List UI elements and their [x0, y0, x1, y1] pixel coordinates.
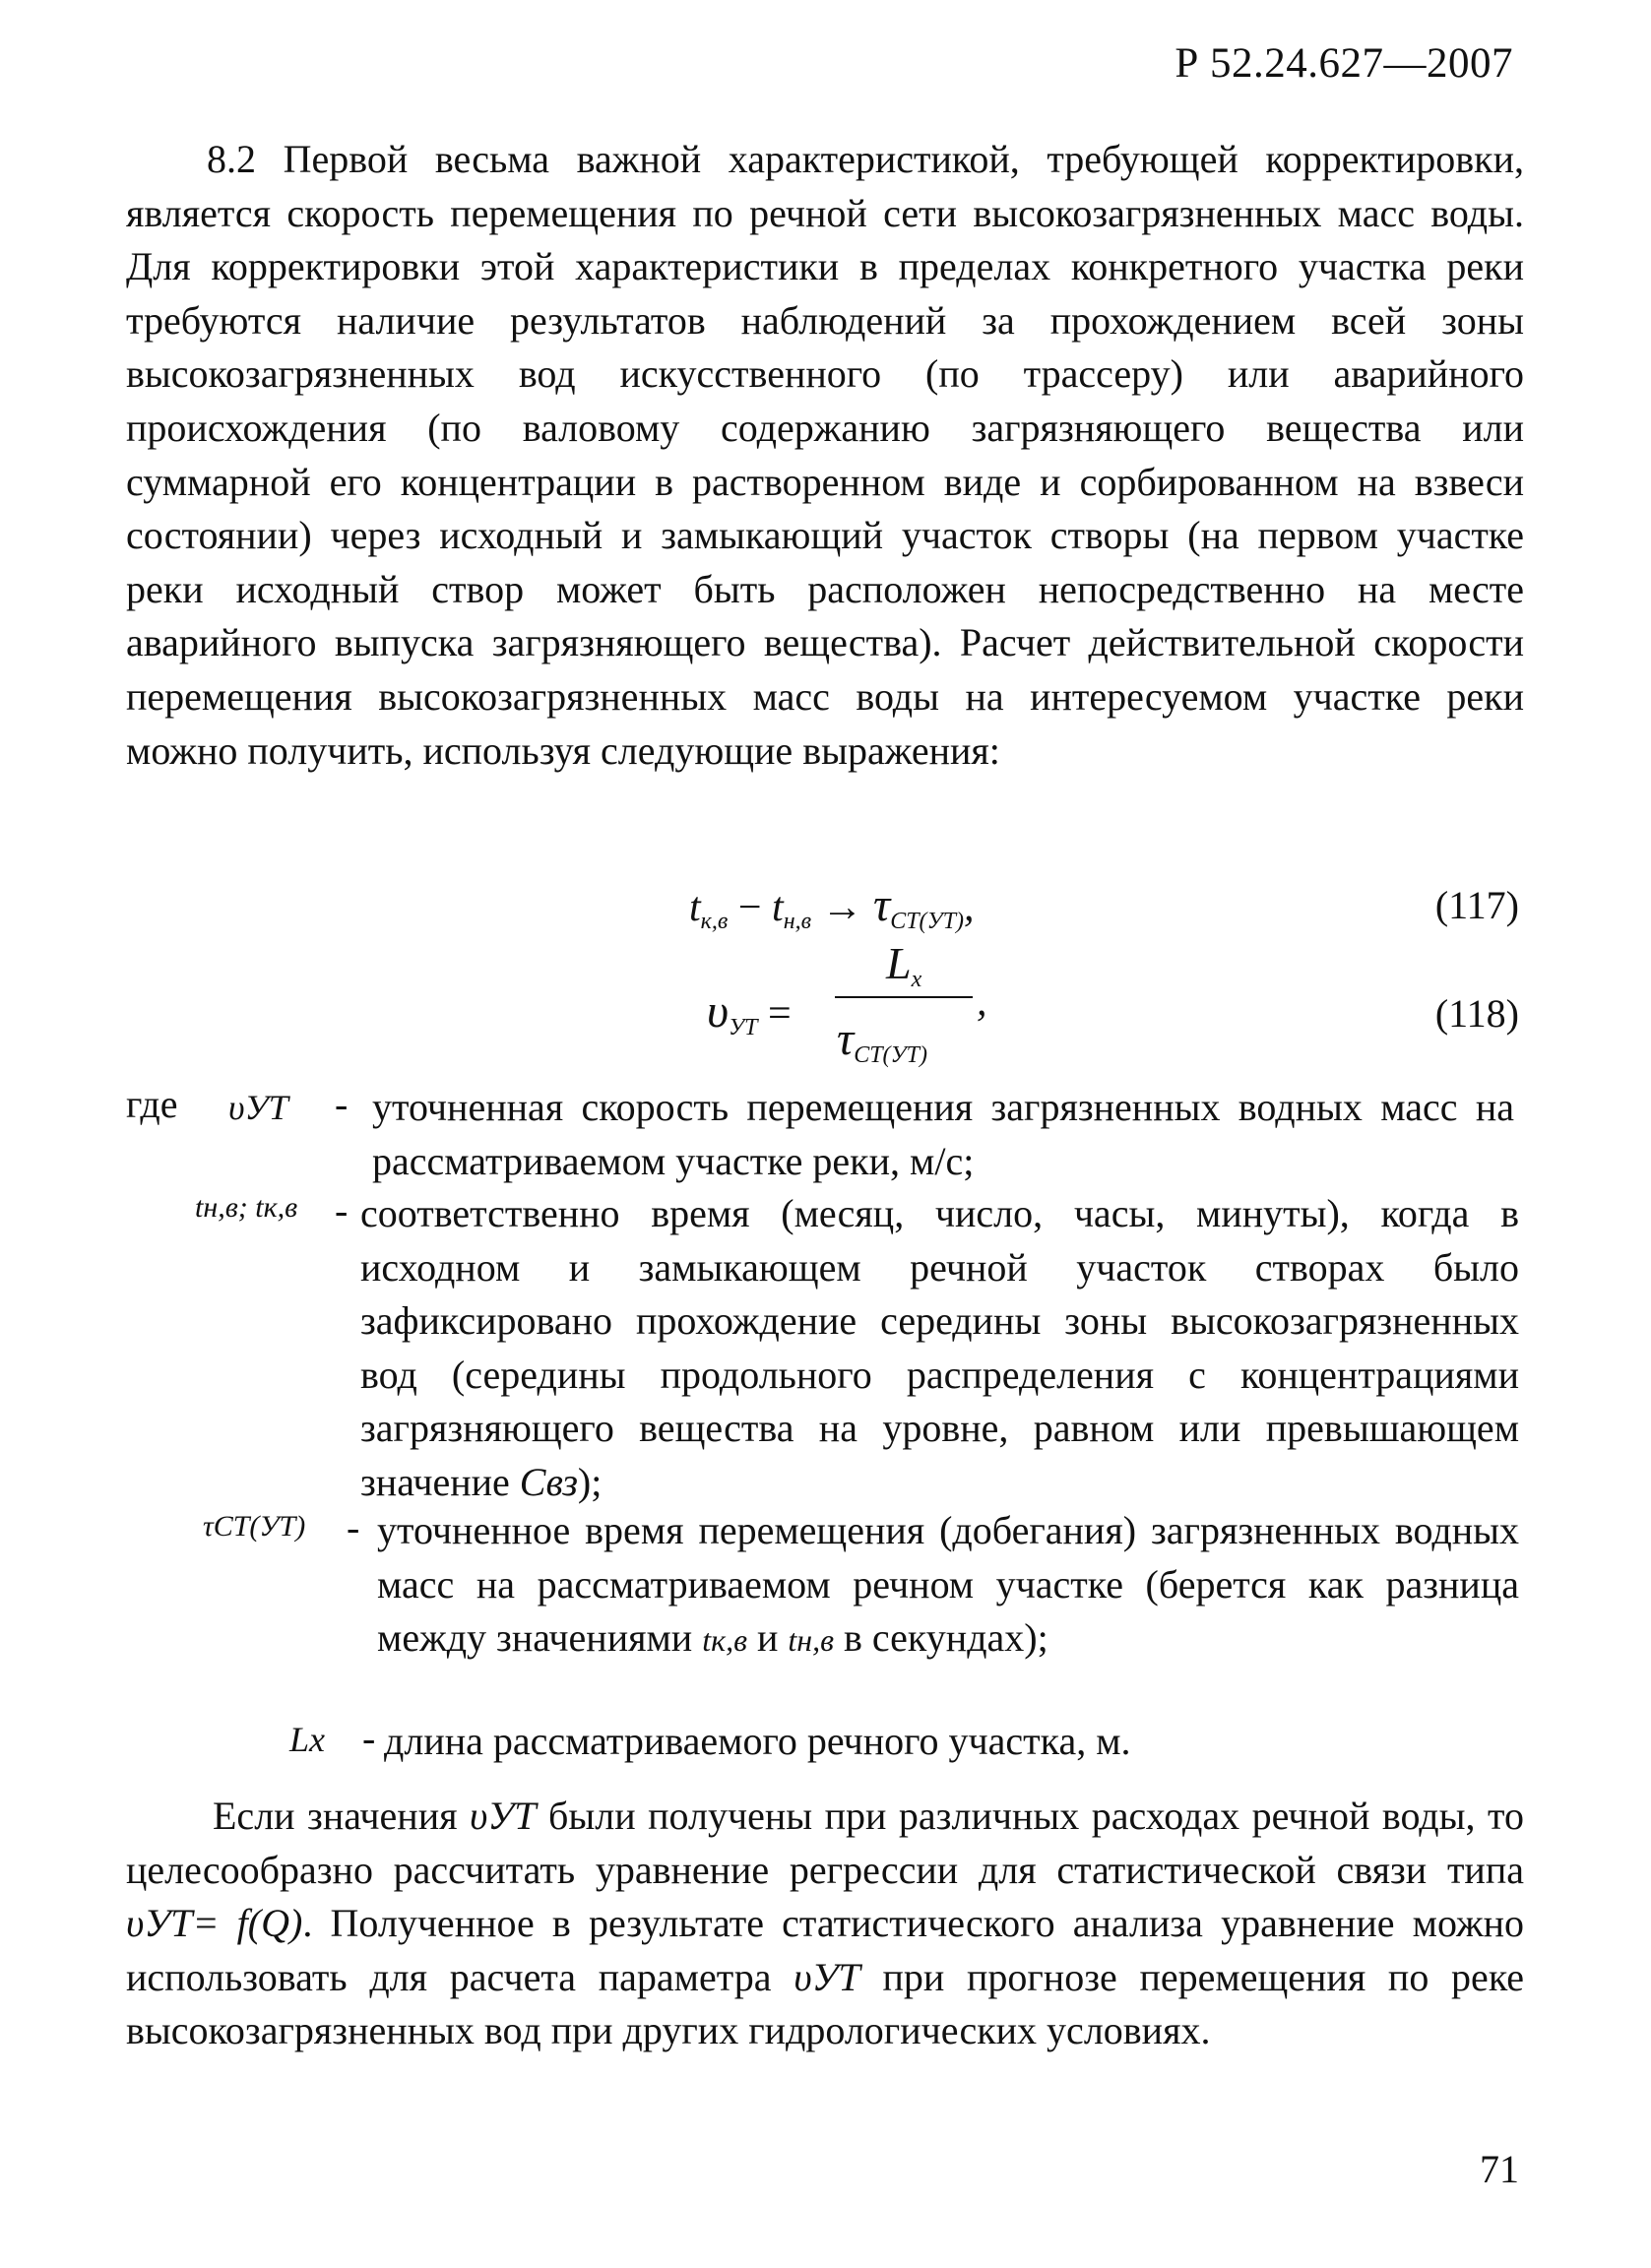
symbol-v-ut: υУТ	[228, 1088, 288, 1127]
fraction-bar	[835, 996, 973, 998]
symbol-lx: Lx	[289, 1720, 325, 1759]
definition-dash: -	[347, 1505, 360, 1549]
paragraph-regression: Если значения υУТ были получены при различных расходах речной воды, то целесообразно рассчитать уравнение регрессии для статистической связи типа υУТ= f(Q). Полученное в результате статистического анализа уравнение можно использовать для расчета параметра υУТ при прогнозе перемещения по реке высокозагрязненных вод при других гидрологических условиях.	[126, 1794, 1525, 2053]
document-number: Р 52.24.627—2007	[1175, 40, 1513, 87]
paragraph-8-2: 8.2 Первой весьма важной характеристикой, требующей корректировки, является скорость перемещения по речной сети высокозагрязненных масс воды. Для корректировки этой характеристики в пределах конкретного участка реки требуются наличие результатов наблюдений за прохождением всей зоны высокозагрязненных вод искусственного (по трассеру) или аварийного происхождения (по валовому содержанию загрязняющего вещества или суммарной его концентрации в растворенном виде и сорбированном на взвеси состоянии) через исходный и замыкающий участок створы (на первом участке реки исходный створ может быть расположен непосредственно на месте аварийного выпуска загрязняющего вещества). Расчет действительной скорости перемещения высокозагрязненных масс воды на интересуемом участке реки можно получить, используя следующие выражения:	[126, 137, 1524, 773]
definition-dash: -	[362, 1716, 376, 1760]
formula-117: $t_{к,в} - t_{н,в} \to \tau_{СТ(УТ)}$,	[689, 879, 975, 934]
definition-v-ut: уточненная скорость перемещения загрязненных водных масс на рассматриваемом участке реки, м/с;	[372, 1085, 1514, 1183]
definition-tau: уточненное время перемещения (добегания) загрязненных водных масс на рассматриваемом речном участке (берется как разница между значениями tк,в и tн,в в секундах);	[377, 1508, 1519, 1661]
formula-118-lhs: $\upsilon_{УТ}$ =	[707, 985, 792, 1040]
formula-118-comma: ,	[977, 979, 987, 1025]
definition-dash: -	[335, 1082, 349, 1126]
where-label: где	[126, 1082, 178, 1126]
page-number: 71	[1480, 2147, 1519, 2191]
formula-118-numerator: $L_x$	[886, 938, 922, 992]
definition-lx: длина рассматриваемого речного участка, м.	[384, 1719, 1131, 1763]
equation-number-118: (118)	[1434, 991, 1519, 1036]
symbol-tau: τСТ(УТ)	[203, 1510, 306, 1543]
definition-dash: -	[335, 1188, 349, 1232]
formula-118-denominator: $\tau_{СТ(УТ)}$	[837, 1013, 928, 1068]
definition-t-times: соответственно время (месяц, число, часы, минуты), когда в исходном и замыкающем речной участок створах было зафиксировано прохождение середины зоны высокозагрязненных вод (середины продольного распределения с концентрациями загрязняющего вещества на уровне, равном или превышающем значение Cвз);	[360, 1191, 1519, 1504]
symbol-t-times: tн,в; tк,в	[195, 1191, 298, 1224]
equation-number-117: (117)	[1434, 883, 1519, 927]
